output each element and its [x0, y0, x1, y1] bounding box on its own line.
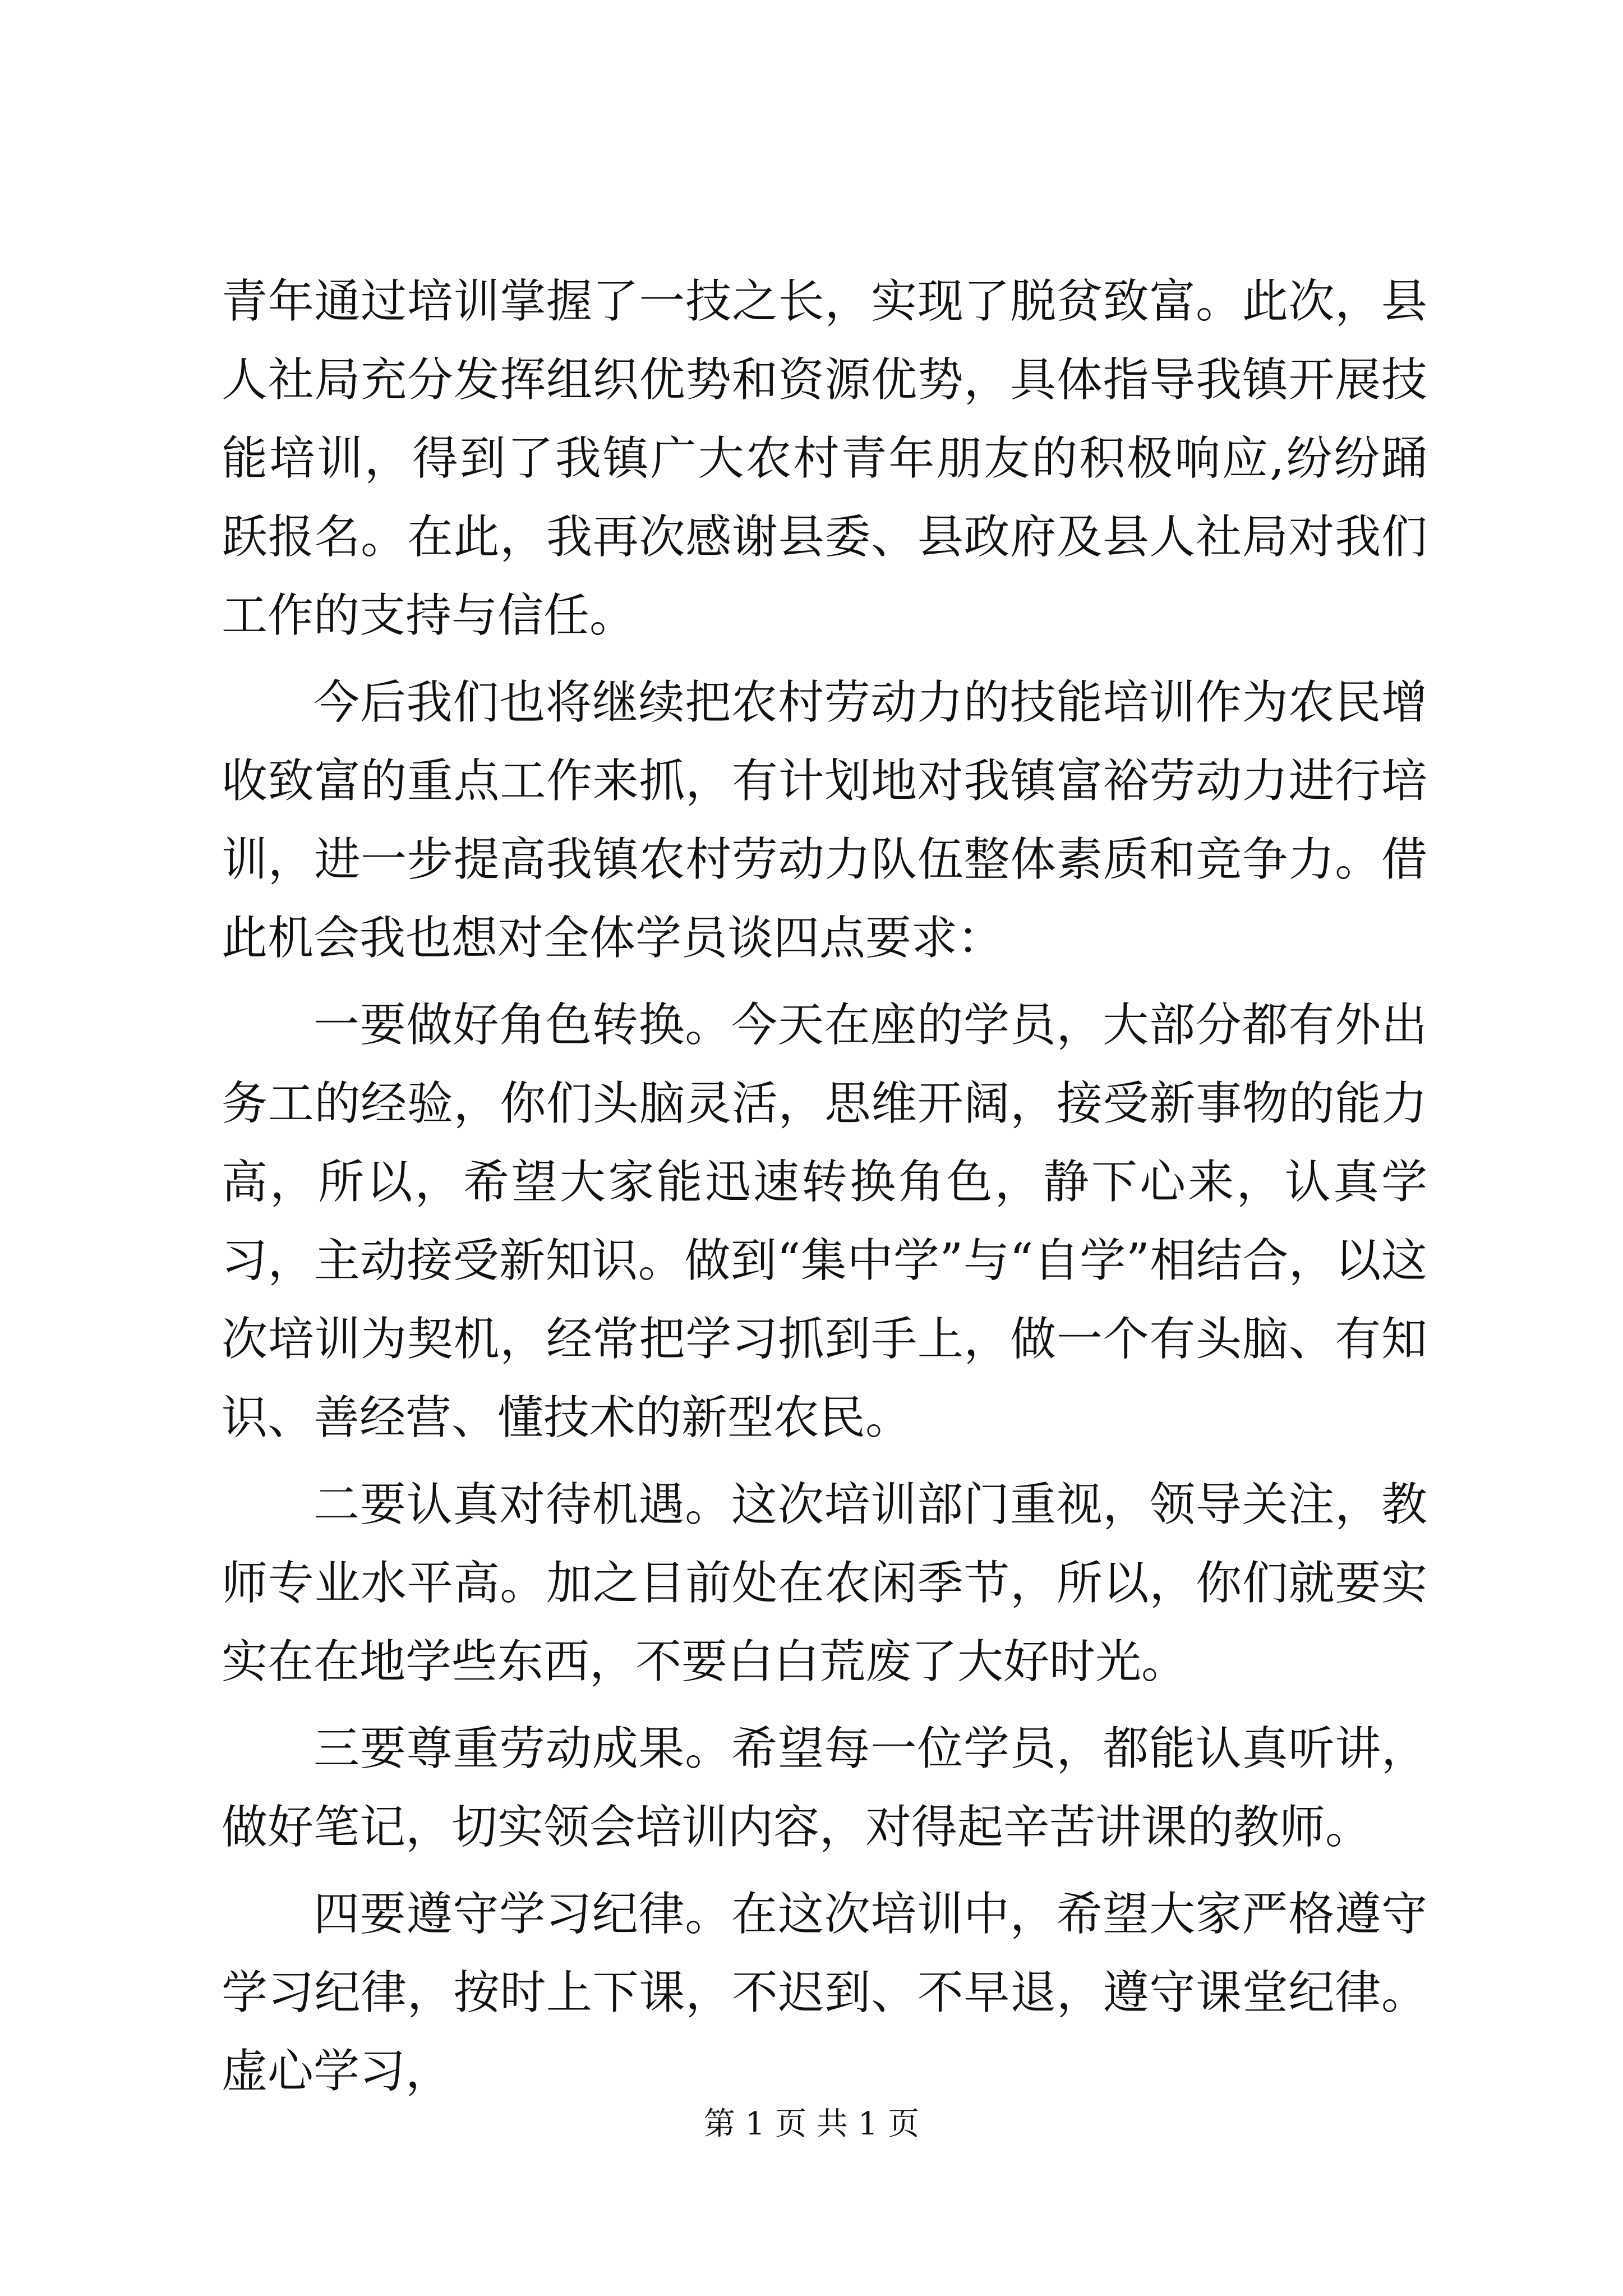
paragraph-continuation: 青年通过培训掌握了一技之长，实现了脱贫致富。此次，县人社局充分发挥组织优势和资源优势，具体指导我镇开展技能培训，得到了我镇广大农村青年朋友的积极响应,纷纷踊跃报名。在此，我再次感谢县委、县政府及县人社局对我们工作的支持与信任。: [222, 275, 1427, 642]
page-footer: 第 1 页 共 1 页: [703, 2106, 920, 2142]
paragraph-requirement-3: 三要尊重劳动成果。希望每一位学员，都能认真听讲，做好笔记，切实领会培训内容，对得起辛苦讲课的教师。: [222, 1722, 1427, 1854]
document-body: [222, 263, 1427, 2119]
paragraph-requirement-4: 四要遵守学习纪律。在这次培训中，希望大家严格遵守学习纪律，按时上下课，不迟到、不早退，遵守课堂纪律。虚心学习，: [222, 1888, 1427, 2098]
paragraph-future-work: 今后我们也将继续把农村劳动力的技能培训作为农民增收致富的重点工作来抓，有计划地对我镇富裕劳动力进行培训，进一步提高我镇农村劳动力队伍整体素质和竞争力。借此机会我也想对全体学员谈四点要求：: [222, 676, 1427, 965]
paragraph-requirement-1: 一要做好角色转换。今天在座的学员，大部分都有外出务工的经验，你们头脑灵活，思维开阔，接受新事物的能力高，所以，希望大家能迅速转换角色，静下心来，认真学习，主动接受新知识。做到“集中学”与“自学”相结合，以这次培训为契机，经常把学习抓到手上，做一个有头脑、有知识、善经营、懂技术的新型农民。: [222, 999, 1427, 1444]
paragraph-requirement-2: 二要认真对待机遇。这次培训部门重视，领导关注，教师专业水平高。加之目前处在农闲季节，所以，你们就要实实在在地学些东西，不要白白荒废了大好时光。: [222, 1478, 1427, 1688]
